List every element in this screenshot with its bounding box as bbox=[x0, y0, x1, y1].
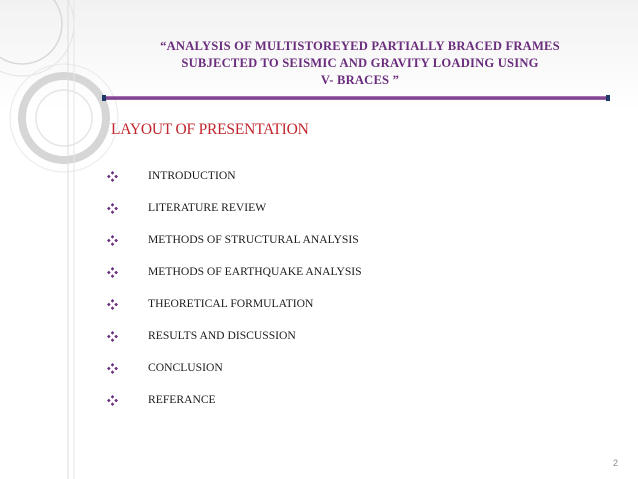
list-item bbox=[0, 360, 638, 392]
list-item bbox=[0, 168, 638, 200]
four-diamond-bullet-icon bbox=[107, 363, 118, 374]
list-item-label: THEORETICAL FORMULATION bbox=[148, 297, 314, 310]
list-item bbox=[0, 200, 638, 232]
list-item-label: CONCLUSION bbox=[148, 361, 223, 374]
four-diamond-bullet-icon bbox=[107, 395, 118, 406]
title-line-3: V- BRACES ” bbox=[320, 73, 400, 87]
four-diamond-bullet-icon bbox=[107, 235, 118, 246]
list-item bbox=[0, 232, 638, 264]
list-item bbox=[0, 264, 638, 296]
title-line-1: “ANALYSIS OF MULTISTOREYED PARTIALLY BRACED FRAMES bbox=[160, 39, 560, 53]
list-item bbox=[0, 328, 638, 360]
four-diamond-bullet-icon bbox=[107, 299, 118, 310]
four-diamond-bullet-icon bbox=[107, 331, 118, 342]
four-diamond-bullet-icon bbox=[107, 267, 118, 278]
list-item-label: REFERANCE bbox=[148, 393, 216, 406]
list-item bbox=[0, 296, 638, 328]
section-heading: LAYOUT OF PRESENTATION bbox=[111, 121, 309, 138]
list-item-label: METHODS OF EARTHQUAKE ANALYSIS bbox=[148, 265, 362, 278]
title-divider bbox=[102, 95, 610, 101]
list-item bbox=[0, 392, 638, 424]
title-line-2: SUBJECTED TO SEISMIC AND GRAVITY LOADING USING bbox=[181, 56, 539, 70]
page-number: 2 bbox=[612, 458, 618, 468]
four-diamond-bullet-icon bbox=[107, 171, 118, 182]
list-item-label: INTRODUCTION bbox=[148, 169, 236, 182]
list-item-label: LITERATURE REVIEW bbox=[148, 201, 267, 214]
list-item-label: RESULTS AND DISCUSSION bbox=[148, 329, 296, 342]
four-diamond-bullet-icon bbox=[107, 203, 118, 214]
outline-list bbox=[0, 168, 638, 424]
slide-title bbox=[120, 38, 600, 89]
list-item-label: METHODS OF STRUCTURAL ANALYSIS bbox=[148, 233, 359, 246]
